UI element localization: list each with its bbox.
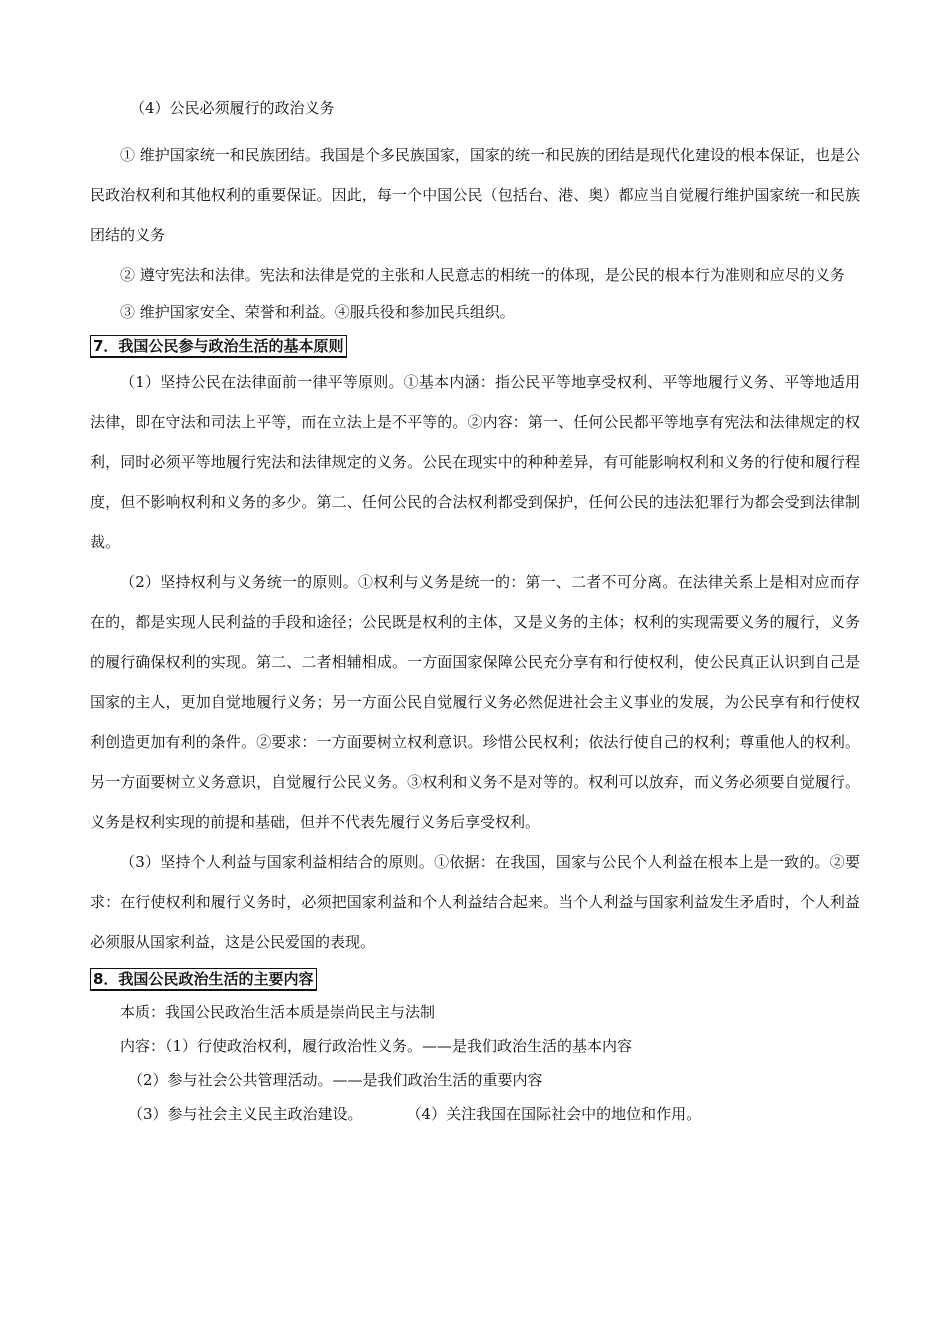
duty-item-3: ③ 维护国家安全、荣誉和利益。④服兵役和参加民兵组织。 [120,303,515,321]
essence-line: 本质：我国公民政治生活本质是崇尚民主与法制 [120,1003,436,1021]
content-item-4: （4）关注我国在国际社会中的地位和作用。 [406,1105,702,1123]
content-item-3: （3）参与社会主义民主政治建设。 [128,1105,363,1123]
document-page [90,97,860,1131]
sub4-title: （4）公民必须履行的政治义务 [130,99,335,117]
principle-1: （1）坚持公民在法律面前一律平等原则。①基本内涵：指公民平等地享受权利、平等地履行义务、平等地适用法律，即在守法和司法上平等，而在立法上是不平等的。②内容：第一、任何公民都平等地享有宪法和法律规定的权利，同时必须平等地履行宪法和法律规定的义务。公民在现实中的种种差异，有可能影响权利和义务的行使和履行程度，但不影响权利和义务的多少。第二、任何公民的合法权利都受到保护，任何公民的违法犯罪行为都会受到法律制裁。 [90,373,860,551]
content-line-3-4 [90,1097,860,1131]
content-line-1: 内容：（1）行使政治权利，履行政治性义务。——是我们政治生活的基本内容 [120,1037,633,1055]
section7-heading: 7．我国公民参与政治生活的基本原则 [90,335,347,358]
duty-item-1: ① 维护国家统一和民族团结。我国是个多民族国家，国家的统一和民族的团结是现代化建设的根本保证，也是公民政治权利和其他权利的重要保证。因此，每一个中国公民（包括台、港、奥）都应当自觉履行维护国家统一和民族团结的义务 [90,146,860,244]
principle-2: （2）坚持权利与义务统一的原则。①权利与义务是统一的：第一、二者不可分离。在法律关系上是相对应而存在的，都是实现人民利益的手段和途径；公民既是权利的主体，又是义务的主体；权利的实现需要义务的履行，义务的履行确保权利的实现。第二、二者相辅相成。一方面国家保障公民充分享有和行使权利，使公民真正认识到自己是国家的主人，更加自觉地履行义务；另一方面公民自觉履行义务必然促进社会主义事业的发展，为公民享有和行使权利创造更加有利的条件。②要求：一方面要树立权利意识。珍惜公民权利；依法行使自己的权利；尊重他人的权利。另一方面要树立义务意识，自觉履行公民义务。③权利和义务不是对等的。权利可以放弃，而义务必须要自觉履行。义务是权利实现的前提和基础，但并不代表先履行义务后享受权利。 [90,573,860,831]
content-line-2: （2）参与社会公共管理活动。——是我们政治生活的重要内容 [128,1071,543,1089]
section8-heading-row [90,962,860,995]
principle-3: （3）坚持个人利益与国家利益相结合的原则。①依据：在我国，国家与公民个人利益在根本上是一致的。②要求：在行使权利和履行义务时，必须把国家利益和个人利益结合起来。当个人利益与国家利益发生矛盾时，个人利益必须服从国家利益，这是公民爱国的表现。 [90,853,860,951]
section8-heading: 8．我国公民政治生活的主要内容 [90,968,317,991]
duty-item-2: ② 遵守宪法和法律。宪法和法律是党的主张和人民意志的相统一的体现，是公民的根本行为准则和应尽的义务 [120,266,845,284]
section7-heading-row [90,329,860,362]
